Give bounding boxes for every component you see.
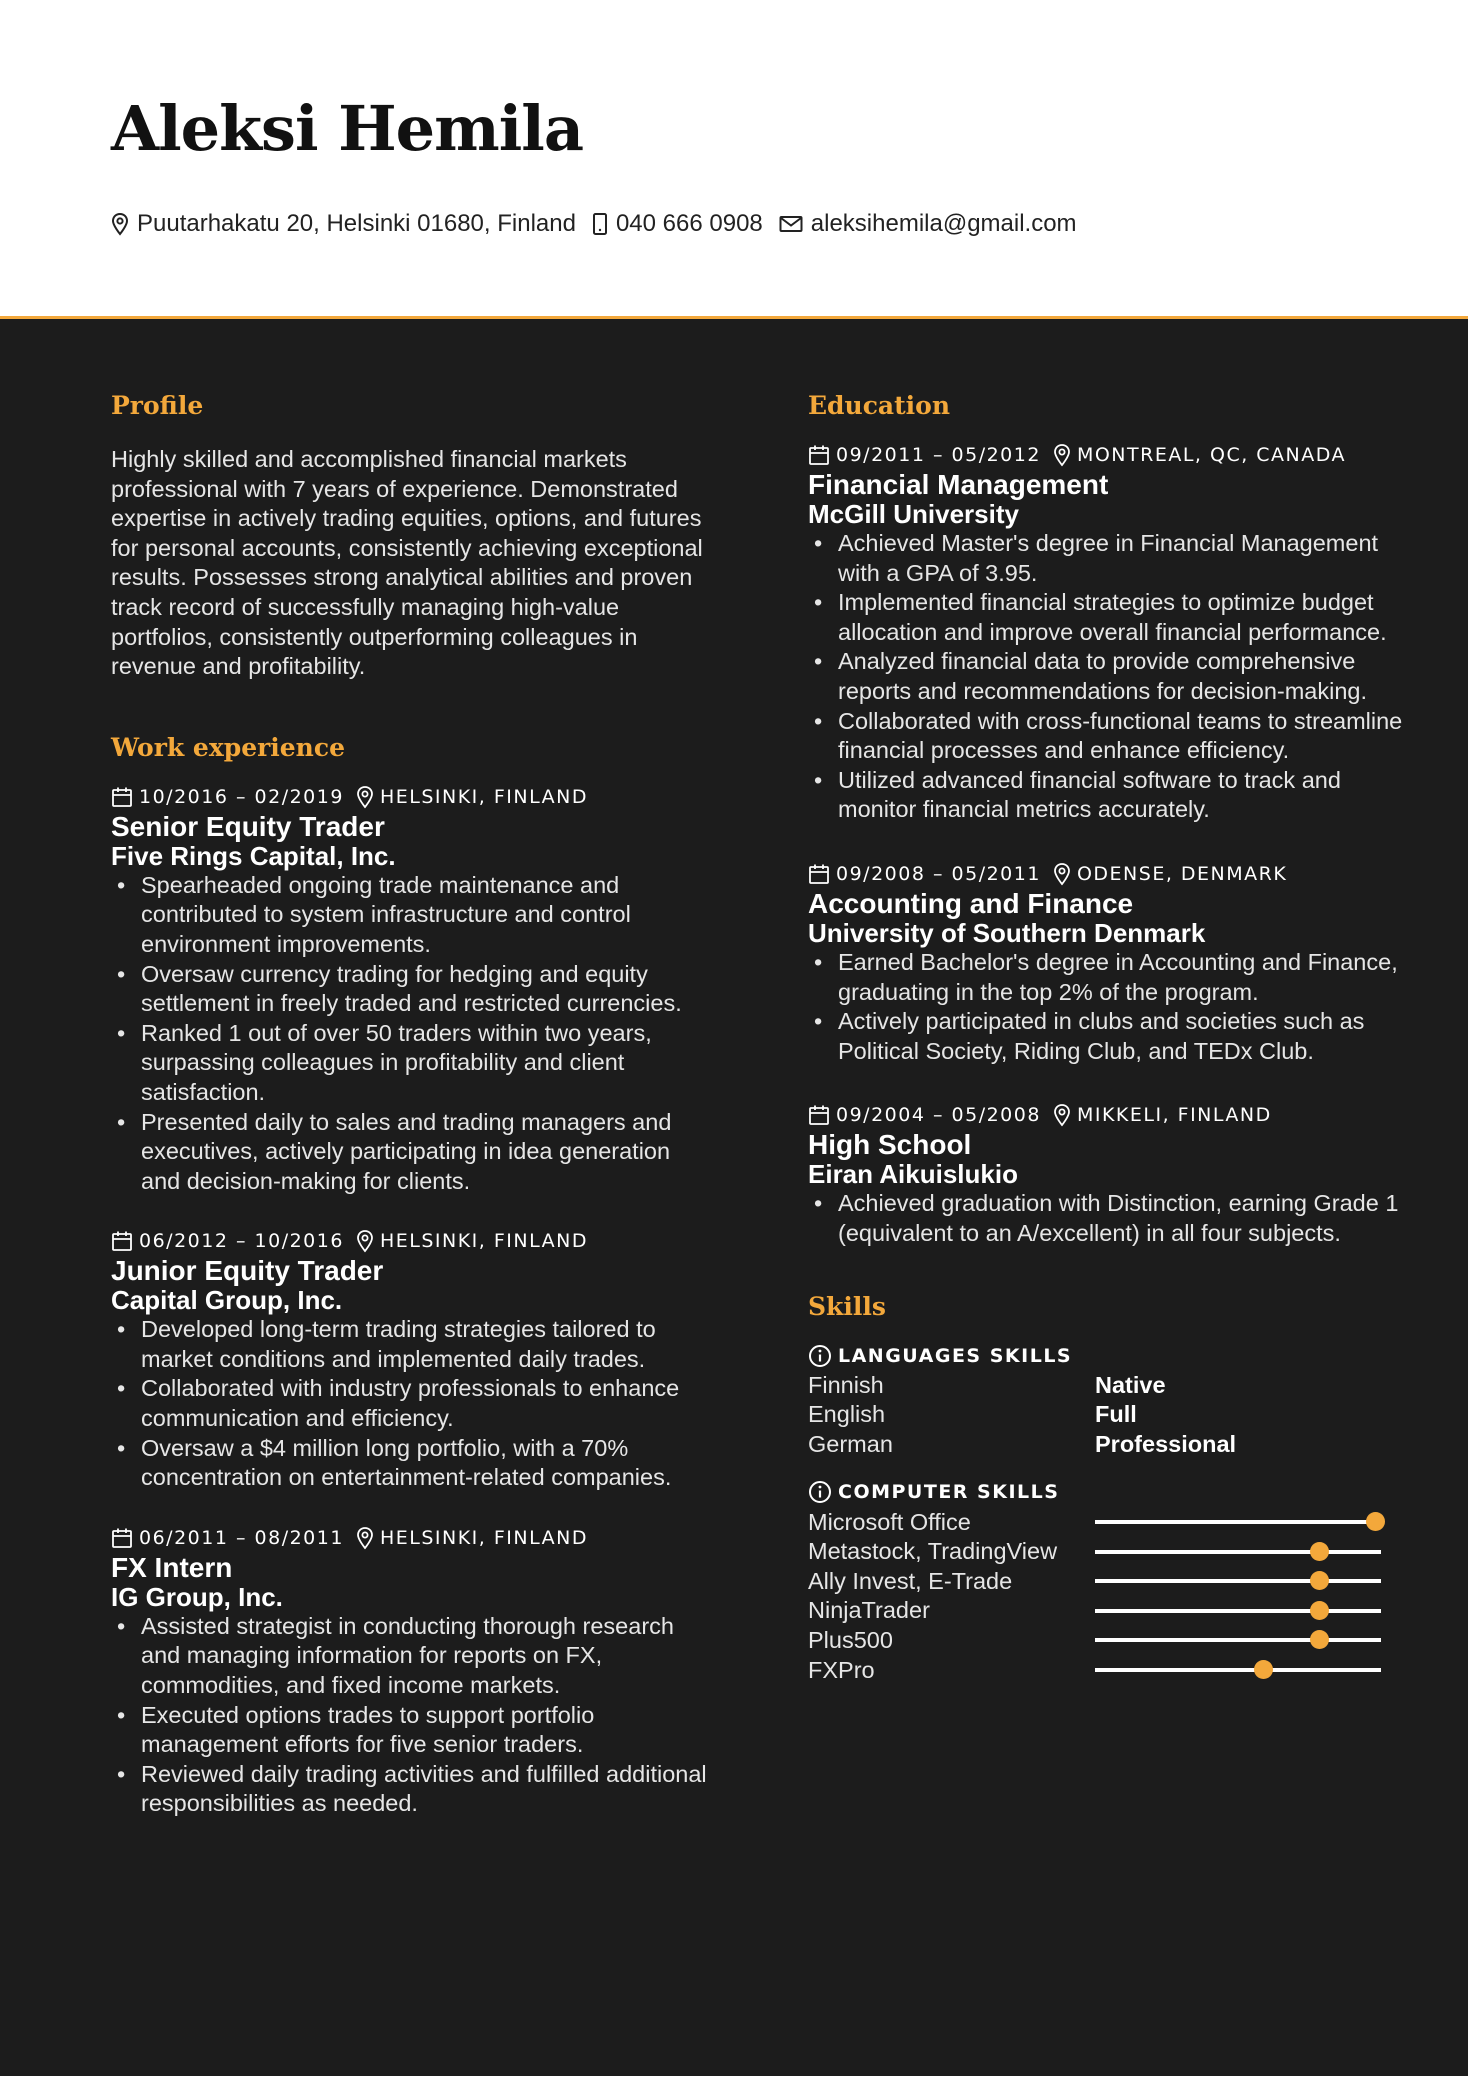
bullet-item: • Earned Bachelor's degree in Accounting and Finance, graduating in the top 2% of the program. (808, 948, 1408, 1007)
entry-title: High School (808, 1129, 972, 1161)
info-icon (808, 1344, 832, 1368)
entry-organization: Capital Group, Inc. (111, 1285, 343, 1316)
phone-text: 040 666 0908 (615, 210, 763, 237)
computer-skill-row (808, 1626, 1408, 1656)
computer-heading (808, 1477, 1408, 1507)
skill-level-knob (1310, 1630, 1329, 1649)
skill-level-knob (1310, 1542, 1329, 1561)
entry-location: HELSINKI, FINLAND (379, 1526, 588, 1549)
entry-meta (111, 782, 711, 812)
entry (111, 782, 711, 1197)
bullet-item: • Executed options trades to support portfolio management efforts for five senior traders. (111, 1701, 711, 1760)
location-pin-icon (111, 212, 129, 236)
entry-location: MONTREAL, QC, CANADA (1076, 444, 1347, 466)
candidate-name: Aleksi Hemila (111, 92, 584, 165)
calendar-icon (808, 444, 830, 466)
skill-level-bar (1095, 1550, 1381, 1554)
language-row (808, 1430, 1408, 1460)
entry-meta (808, 1100, 1408, 1130)
computer-skill-row (808, 1596, 1408, 1626)
bullet-item: • Achieved Master's degree in Financial Management with a GPA of 3.95. (808, 529, 1408, 588)
location-pin-icon (356, 1229, 374, 1253)
entry-location: ODENSE, DENMARK (1076, 862, 1288, 885)
computer-skill-name: Microsoft Office (808, 1508, 971, 1535)
entry-organization: Eiran Aikuislukio (808, 1159, 1018, 1190)
entry-dates: 10/2016 – 02/2019 (139, 785, 344, 808)
languages-list (808, 1371, 1408, 1460)
skill-level-bar (1095, 1520, 1381, 1524)
entry-title: Junior Equity Trader (111, 1255, 384, 1287)
location-pin-icon (356, 1526, 374, 1550)
bullet-item: • Achieved graduation with Distinction, earning Grade 1 (equivalent to an A/excellent) in all four subjects. (808, 1189, 1408, 1248)
education-title: Education (808, 391, 951, 420)
languages-heading-text: LANGUAGES SKILLS (838, 1344, 1073, 1367)
contact-address (111, 210, 576, 238)
computer-skill-row (808, 1507, 1408, 1537)
language-name: Finnish (808, 1371, 884, 1398)
skill-level-knob (1366, 1512, 1385, 1531)
entry-title: Senior Equity Trader (111, 810, 385, 842)
location-pin-icon (1053, 1103, 1071, 1127)
skill-level-knob (1310, 1571, 1329, 1590)
calendar-icon (808, 863, 830, 885)
entry-meta (808, 859, 1408, 889)
entry-dates: 06/2011 – 08/2011 (139, 1526, 344, 1549)
location-pin-icon (1053, 862, 1071, 886)
bullet-item: • Collaborated with industry professionals to enhance communication and efficiency. (111, 1374, 711, 1433)
entry (111, 1523, 711, 1819)
work-title: Work experience (111, 732, 345, 762)
computer-skill-name: Metastock, TradingView (808, 1538, 1058, 1565)
bullet-item: • Reviewed daily trading activities and fulfilled additional responsibilities as needed. (111, 1760, 711, 1819)
entry-title: Financial Management (808, 469, 1109, 500)
calendar-icon (111, 1230, 133, 1252)
skill-level-bar (1095, 1609, 1381, 1613)
entry-location: MIKKELI, FINLAND (1076, 1104, 1272, 1127)
entry-organization: Five Rings Capital, Inc. (111, 840, 396, 871)
bullet-item: • Analyzed financial data to provide comprehensive reports and recommendations for decision-making. (808, 647, 1408, 706)
phone-icon (592, 212, 608, 236)
computer-skill-name: FXPro (808, 1656, 875, 1683)
entry-dates: 06/2012 – 10/2016 (139, 1230, 344, 1253)
language-name: English (808, 1401, 886, 1428)
skill-level-knob (1310, 1601, 1329, 1620)
entry-title: Accounting and Finance (808, 887, 1134, 919)
education-list (808, 440, 1408, 1249)
left-column (111, 388, 711, 1819)
entry-location: HELSINKI, FINLAND (379, 1230, 588, 1253)
entry-organization: University of Southern Denmark (808, 917, 1206, 948)
mail-icon (779, 215, 803, 233)
language-name: German (808, 1430, 893, 1457)
bullet-item: • Oversaw currency trading for hedging and equity settlement in freely traded and restricted currencies. (111, 960, 711, 1019)
calendar-icon (111, 1527, 133, 1549)
language-level: Full (1095, 1401, 1137, 1428)
bullet-item: • Ranked 1 out of over 50 traders within two years, surpassing colleagues in profitability and client satisfaction. (111, 1019, 711, 1108)
entry-dates: 09/2004 – 05/2008 (836, 1104, 1041, 1127)
entry-bullets (808, 1189, 1408, 1248)
entry-organization: McGill University (808, 499, 1019, 529)
languages-heading (808, 1341, 1408, 1371)
bullet-item: • Developed long-term trading strategies tailored to market conditions and implemented daily trades. (111, 1315, 711, 1374)
work-list (111, 782, 711, 1819)
entry-bullets (808, 948, 1408, 1066)
location-pin-icon (1053, 443, 1071, 467)
entry-meta (808, 440, 1408, 470)
entry-dates: 09/2011 – 05/2012 (836, 444, 1041, 466)
language-level: Professional (1095, 1430, 1237, 1457)
skill-level-knob (1254, 1660, 1273, 1679)
skills-title: Skills (808, 1291, 886, 1321)
skill-level-bar (1095, 1668, 1381, 1672)
entry-bullets (111, 871, 711, 1197)
location-pin-icon (356, 785, 374, 809)
profile-text: Highly skilled and accomplished financial markets professional with 7 years of experience. Demonstrated expertise in actively trading equities, options, and futures for personal accounts, consistently achieving exceptional results. Possesses strong analytical abilities and proven track record of successfully managing high-value portfolios, consistently outperforming colleagues in revenue and profitability. (111, 446, 703, 680)
calendar-icon (111, 786, 133, 808)
entry-meta (111, 1523, 711, 1553)
computer-skill-row (808, 1655, 1408, 1685)
entry-title: FX Intern (111, 1551, 233, 1583)
computer-skill-row (808, 1537, 1408, 1567)
entry-organization: IG Group, Inc. (111, 1581, 283, 1612)
bullet-item: • Implemented financial strategies to optimize budget allocation and improve overall financial performance. (808, 588, 1408, 647)
profile-title: Profile (111, 391, 204, 420)
language-row (808, 1400, 1408, 1430)
computer-skill-name: Ally Invest, E-Trade (808, 1567, 1013, 1594)
entry (111, 1226, 711, 1493)
computer-heading-text: COMPUTER SKILLS (838, 1481, 1060, 1504)
skill-level-bar (1095, 1579, 1381, 1583)
entry-dates: 09/2008 – 05/2011 (836, 862, 1041, 885)
computer-skill-name: NinjaTrader (808, 1597, 930, 1624)
bullet-item: • Presented daily to sales and trading managers and executives, actively participating in idea generation and decision-making for clients. (111, 1108, 711, 1197)
contact-phone (592, 210, 763, 238)
bullet-item: • Assisted strategist in conducting thorough research and managing information for reports on FX, commodities, and fixed income markets. (111, 1612, 711, 1701)
bullet-item: • Spearheaded ongoing trade maintenance and contributed to system infrastructure and control environment improvements. (111, 871, 711, 960)
language-row (808, 1371, 1408, 1401)
entry-bullets (808, 529, 1408, 825)
bullet-item: • Oversaw a $4 million long portfolio, with a 70% concentration on entertainment-related companies. (111, 1434, 711, 1493)
computer-skill-row (808, 1566, 1408, 1596)
right-column (808, 388, 1408, 1685)
skill-level-bar (1095, 1638, 1381, 1642)
address-text: Puutarhakatu 20, Helsinki 01680, Finland (137, 210, 576, 237)
entry (808, 440, 1408, 825)
calendar-icon (808, 1104, 830, 1126)
language-level: Native (1095, 1371, 1166, 1398)
entry-location: HELSINKI, FINLAND (379, 785, 588, 808)
computer-skills-list (808, 1507, 1408, 1685)
bullet-item: • Actively participated in clubs and societies such as Political Society, Riding Club, and TEDx Club. (808, 1007, 1408, 1066)
info-icon (808, 1480, 832, 1504)
computer-skill-name: Plus500 (808, 1626, 893, 1653)
entry (808, 859, 1408, 1066)
email-text: aleksihemila@gmail.com (810, 210, 1077, 237)
bullet-item: • Collaborated with cross-functional teams to streamline financial processes and enhance efficiency. (808, 707, 1408, 766)
entry-bullets (111, 1612, 711, 1819)
entry (808, 1100, 1408, 1248)
resume-header (0, 0, 1468, 318)
entry-meta (111, 1226, 711, 1256)
bullet-item: • Utilized advanced financial software to track and monitor financial metrics accurately. (808, 766, 1408, 825)
entry-bullets (111, 1315, 711, 1493)
contact-line (111, 210, 1093, 238)
contact-email (779, 210, 1077, 238)
